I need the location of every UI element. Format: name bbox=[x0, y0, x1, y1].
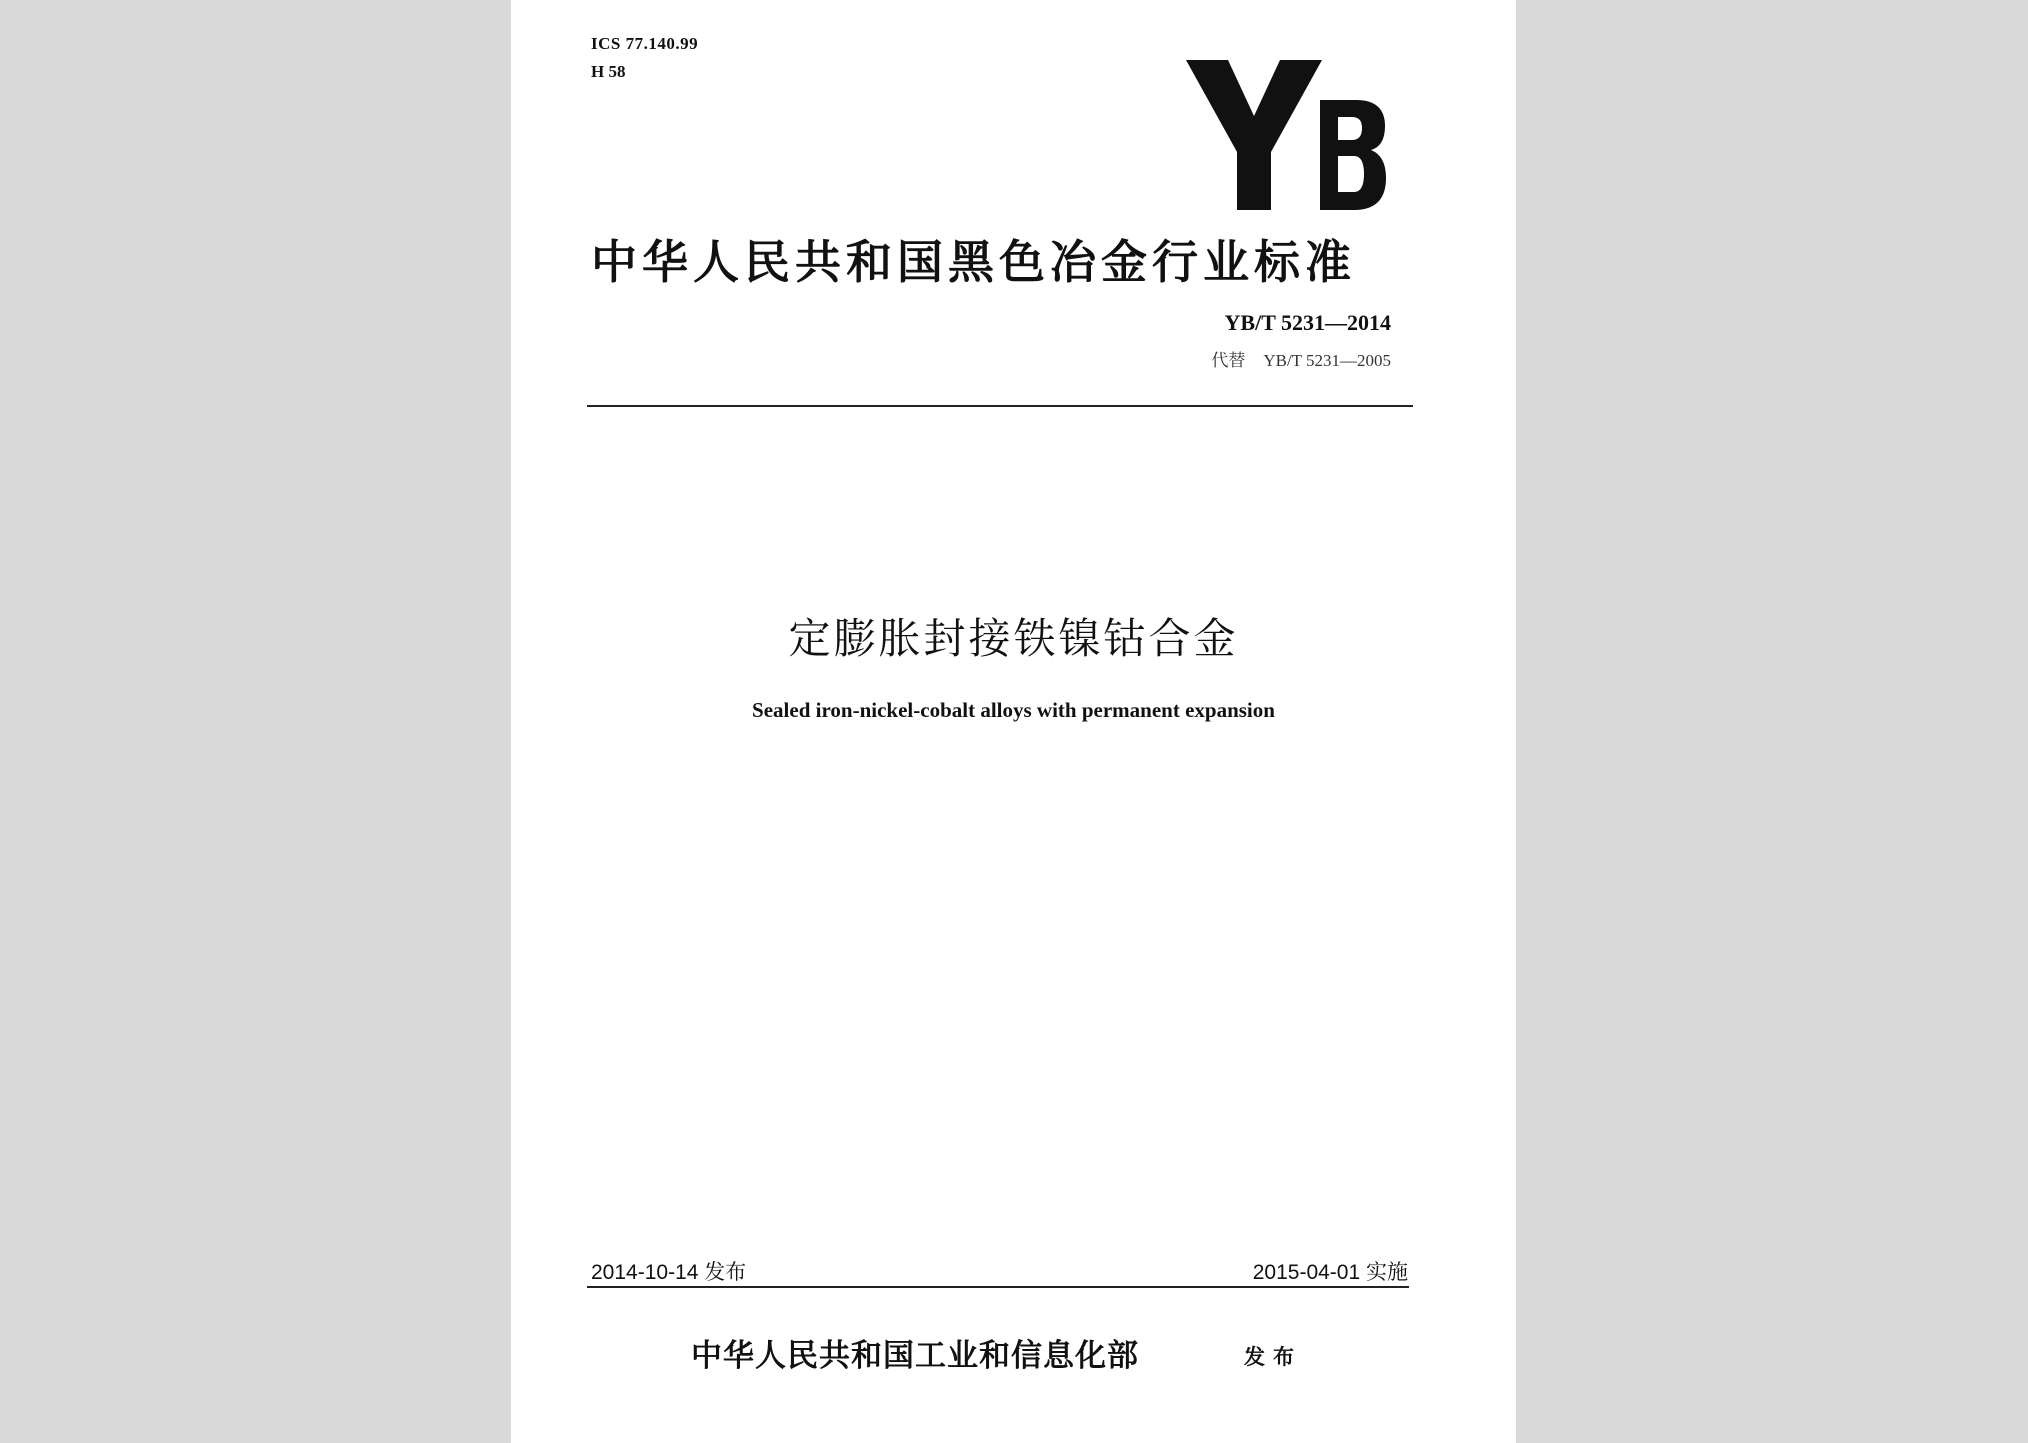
implementation-date: 2015-04-01 实施 bbox=[1252, 1261, 1408, 1284]
standard-title: 中华人民共和国黑色冶金行业标准 bbox=[591, 235, 1356, 289]
standard-number: YB/T 5231—2014 bbox=[1224, 310, 1391, 335]
ccs-code: H 58 bbox=[591, 62, 626, 81]
issue-date: 2014-10-14 发布 bbox=[591, 1261, 747, 1284]
replaces-line bbox=[1211, 346, 1391, 371]
yb-logo bbox=[1186, 60, 1386, 210]
publisher-name: 中华人民共和国工业和信息化部 bbox=[691, 1338, 1139, 1374]
replaces-label: 代替 bbox=[1211, 351, 1246, 371]
replaces-number: YB/T 5231—2005 bbox=[1263, 351, 1391, 370]
publish-label: 发布 bbox=[1244, 1345, 1302, 1369]
header-divider bbox=[587, 405, 1413, 407]
ics-code: ICS 77.140.99 bbox=[591, 34, 699, 53]
footer-divider bbox=[587, 1286, 1409, 1288]
document-title-en: Sealed iron-nickel-cobalt alloys with permanent expansion bbox=[752, 698, 1275, 722]
document-page bbox=[511, 0, 1516, 1443]
document-title-cn: 定膨胀封接铁镍钴合金 bbox=[788, 614, 1239, 663]
